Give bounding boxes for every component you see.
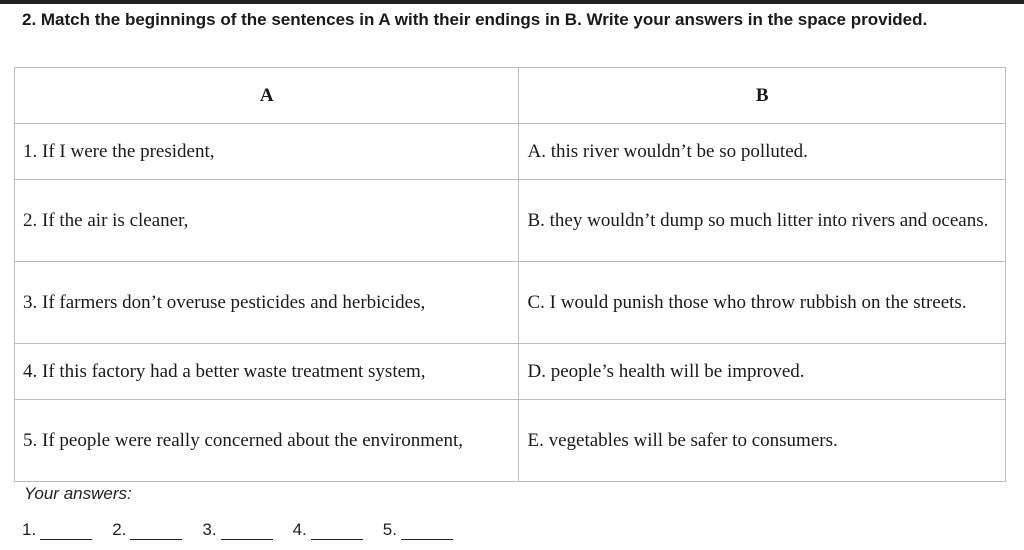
answer-blank-3[interactable] — [221, 521, 273, 540]
ending-d: D. people’s health will be improved. — [519, 344, 1006, 400]
column-b-header: B — [519, 68, 1006, 124]
top-rule — [0, 0, 1024, 4]
table-row — [15, 400, 1006, 482]
ending-c: C. I would punish those who throw rubbish on the streets. — [519, 262, 1006, 344]
exercise-instruction: 2. Match the beginnings of the sentences in A with their endings in B. Write your answers in the space provided. — [22, 10, 928, 29]
table-row — [15, 180, 1006, 262]
beginning-3: 3. If farmers don’t overuse pesticides and herbicides, — [15, 262, 519, 344]
answer-blank-1[interactable] — [40, 521, 92, 540]
beginning-4: 4. If this factory had a better waste treatment system, — [15, 344, 519, 400]
answer-blank-5[interactable] — [401, 521, 453, 540]
table-row — [15, 344, 1006, 400]
answer-number: 3. — [202, 520, 217, 539]
answer-number: 1. — [22, 520, 37, 539]
answer-blank-2[interactable] — [130, 521, 182, 540]
answers-label: Your answers: — [24, 484, 132, 503]
answer-slot-2 — [112, 520, 182, 540]
beginning-1: 1. If I were the president, — [15, 124, 519, 180]
answer-blank-4[interactable] — [311, 521, 363, 540]
answer-number: 2. — [112, 520, 127, 539]
table-header-row — [15, 68, 1006, 124]
answer-slot-3 — [202, 520, 272, 540]
ending-e: E. vegetables will be safer to consumers. — [519, 400, 1006, 482]
beginning-5: 5. If people were really concerned about the environment, — [15, 400, 519, 482]
answer-slot-4 — [293, 520, 363, 540]
answers-row — [22, 520, 473, 540]
answer-slot-1 — [22, 520, 92, 540]
answer-number: 5. — [382, 520, 397, 539]
answer-number: 4. — [292, 520, 307, 539]
matching-table — [14, 67, 1006, 482]
ending-b: B. they wouldn’t dump so much litter into rivers and oceans. — [519, 180, 1006, 262]
answer-slot-5 — [383, 520, 453, 540]
table-row — [15, 124, 1006, 180]
column-a-header: A — [15, 68, 519, 124]
table-row — [15, 262, 1006, 344]
ending-a: A. this river wouldn’t be so polluted. — [519, 124, 1006, 180]
beginning-2: 2. If the air is cleaner, — [15, 180, 519, 262]
